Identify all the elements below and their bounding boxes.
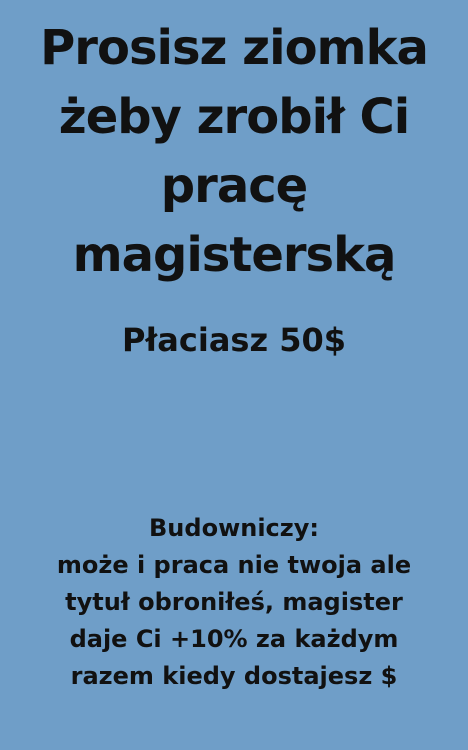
card-effect-line-4: razem kiedy dostajesz $ bbox=[70, 662, 398, 690]
card-title bbox=[0, 14, 468, 290]
card-title-line-1: Prosisz ziomka bbox=[40, 20, 428, 76]
card-title-line-3: pracę bbox=[160, 158, 308, 214]
card-cost: Płaciasz 50$ bbox=[121, 321, 347, 359]
card-effect-label: Budowniczy: bbox=[149, 514, 319, 542]
card-effect-line-2: tytuł obroniłeś, magister bbox=[65, 588, 403, 616]
card-title-line-2: żeby zrobił Ci bbox=[58, 89, 410, 145]
card-effect-line-3: daje Ci +10% za każdym bbox=[69, 625, 399, 653]
card-title-line-4: magisterską bbox=[72, 227, 396, 283]
card-effect bbox=[0, 510, 468, 695]
card-effect-line-1: może i praca nie twoja ale bbox=[56, 551, 412, 579]
